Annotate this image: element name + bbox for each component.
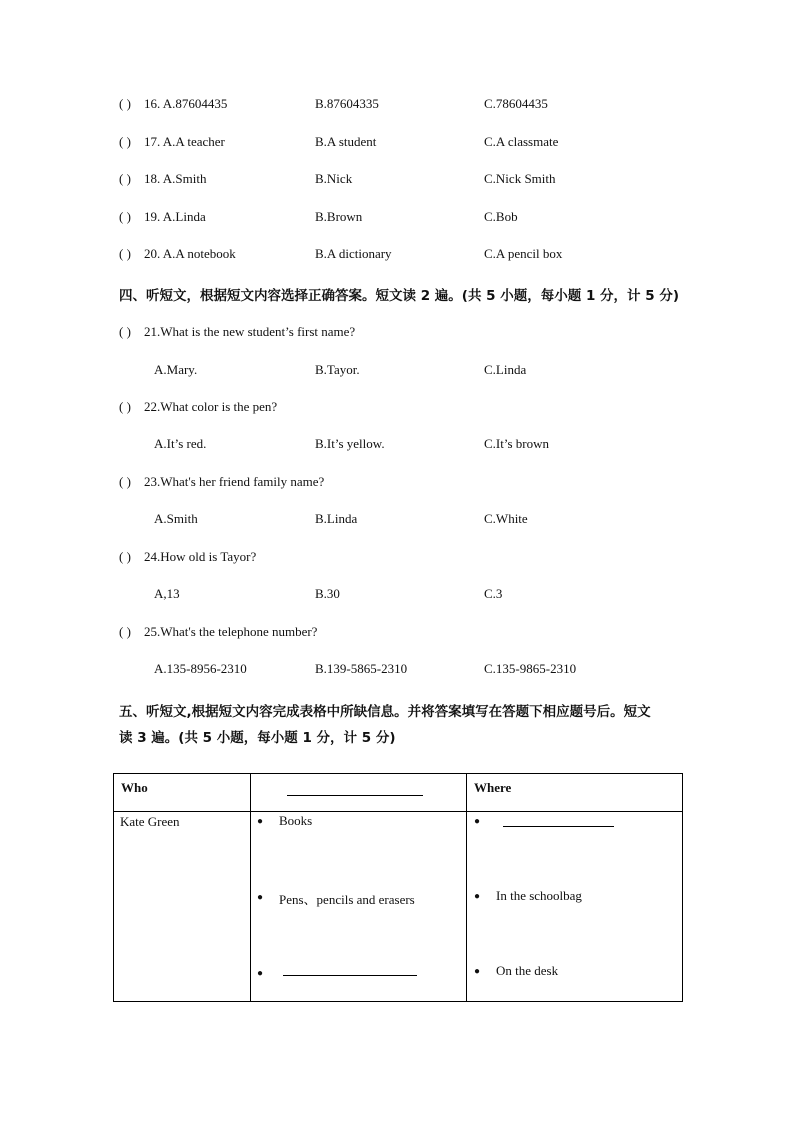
question-25-option-b: B.139-5865-2310 — [315, 661, 408, 676]
question-20-option-b: B.A dictionary — [315, 246, 392, 261]
question-17-option-b: B.A student — [315, 134, 377, 149]
question-18-option-a: 18. A.Smith — [144, 171, 207, 186]
question-23-option-b: B.Linda — [315, 511, 358, 526]
question-17-option-c: C.A classmate — [484, 134, 559, 149]
table-cell-things — [251, 812, 467, 1002]
table-cell-where — [467, 812, 683, 1002]
bullet-icon: ● — [474, 966, 481, 977]
question-25-text: 25.What's the telephone number? — [144, 624, 318, 639]
where-header: Where — [474, 780, 512, 795]
place-item-1: In the schoolbag — [496, 888, 582, 903]
question-20-option-a: 20. A.A notebook — [144, 246, 236, 261]
question-19-option-b: B.Brown — [315, 209, 363, 224]
bullet-icon: ● — [257, 816, 264, 827]
bullet-icon: ● — [474, 816, 481, 827]
thing-item-1: Books — [279, 813, 313, 828]
section-5-heading-line1: 五、听短文,根据短文内容完成表格中所缺信息。并将答案填写在答题下相应题号后。短文 — [119, 704, 651, 720]
question-16-option-a: 16. A.87604435 — [144, 96, 228, 111]
section-4-heading: 四、听短文，根据短文内容选择正确答案。短文读 2 遍。(共 5 小题，每小题 1 分，计 5 分) — [119, 288, 680, 304]
question-23-option-c: C.White — [484, 511, 528, 526]
question-18-option-c: C.Nick Smith — [484, 171, 556, 186]
question-22-option-b: B.It’s yellow. — [315, 436, 385, 451]
bullet-icon: ● — [474, 891, 481, 902]
question-21-option-c: C.Linda — [484, 362, 527, 377]
who-header: Who — [121, 780, 148, 795]
question-16-option-c: C.78604435 — [484, 96, 548, 111]
question-22-text: 22.What color is the pen? — [144, 399, 278, 414]
thing-item-2: Pens、pencils and erasers — [279, 892, 415, 907]
question-25-option-c: C.135-9865-2310 — [484, 661, 577, 676]
question-21-option-a: A.Mary. — [154, 362, 198, 377]
answer-paren[interactable]: ( ) — [119, 246, 131, 261]
header-answer-blank[interactable] — [287, 783, 423, 796]
question-24-text: 24.How old is Tayor? — [144, 549, 257, 564]
answer-paren[interactable]: ( ) — [119, 474, 131, 489]
question-22-option-a: A.It’s red. — [154, 436, 207, 451]
section-5-heading-line2: 读 3 遍。(共 5 小题，每小题 1 分，计 5 分) — [119, 730, 396, 746]
question-18-option-b: B.Nick — [315, 171, 353, 186]
question-19-option-a: 19. A.Linda — [144, 209, 206, 224]
question-23-text: 23.What's her friend family name? — [144, 474, 325, 489]
answer-paren[interactable]: ( ) — [119, 324, 131, 339]
answer-paren[interactable]: ( ) — [119, 171, 131, 186]
question-17-option-a: 17. A.A teacher — [144, 134, 225, 149]
answer-paren[interactable]: ( ) — [119, 549, 131, 564]
place-answer-blank[interactable] — [503, 814, 614, 827]
info-table — [113, 773, 683, 1002]
question-21-option-b: B.Tayor. — [315, 362, 360, 377]
table-header-cell-where — [467, 774, 683, 812]
answer-paren[interactable]: ( ) — [119, 209, 131, 224]
question-21-text: 21.What is the new student’s first name? — [144, 324, 356, 339]
bullet-icon: ● — [257, 892, 264, 903]
question-16-option-b: B.87604335 — [315, 96, 379, 111]
answer-paren[interactable]: ( ) — [119, 624, 131, 639]
answer-paren[interactable]: ( ) — [119, 134, 131, 149]
question-24-option-a: A,13 — [154, 586, 180, 601]
bullet-icon: ● — [257, 968, 264, 979]
question-24-option-b: B.30 — [315, 586, 340, 601]
question-19-option-c: C.Bob — [484, 209, 518, 224]
thing-answer-blank[interactable] — [283, 963, 417, 976]
person-name: Kate Green — [120, 814, 180, 829]
question-23-option-a: A.Smith — [154, 511, 198, 526]
question-22-option-c: C.It’s brown — [484, 436, 549, 451]
question-24-option-c: C.3 — [484, 586, 503, 601]
place-item-2: On the desk — [496, 963, 559, 978]
table-header-cell-who — [114, 774, 251, 812]
answer-paren[interactable]: ( ) — [119, 399, 131, 414]
table-cell-who — [114, 812, 251, 1002]
table-header-cell-blank — [251, 774, 467, 812]
answer-paren[interactable]: ( ) — [119, 96, 131, 111]
question-20-option-c: C.A pencil box — [484, 246, 563, 261]
question-25-option-a: A.135-8956-2310 — [154, 661, 247, 676]
